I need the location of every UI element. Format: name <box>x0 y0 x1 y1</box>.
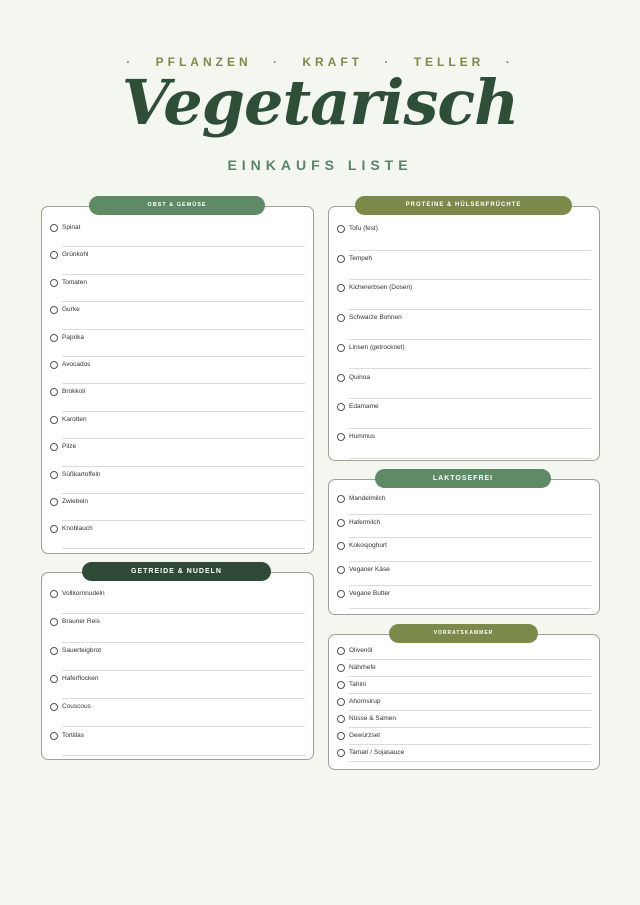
list-item[interactable] <box>329 371 599 400</box>
list-item-label: Tomaten <box>62 278 87 286</box>
list-item[interactable] <box>329 644 599 660</box>
list-item-label: Nährhefe <box>349 664 376 671</box>
item-divider <box>62 301 305 302</box>
list-item-label: Zwiebeln <box>62 498 89 505</box>
checkbox-circle-icon[interactable] <box>50 618 58 626</box>
list-item-label: Hummus <box>349 432 376 440</box>
tagline-word-2: KRAFT <box>302 55 363 69</box>
item-divider <box>62 613 305 614</box>
checkbox-circle-icon[interactable] <box>50 471 58 479</box>
item-divider <box>62 642 305 643</box>
list-item[interactable] <box>42 413 313 439</box>
list-item-label: Tahini <box>349 681 366 688</box>
checkbox-circle-icon[interactable] <box>337 314 345 322</box>
checkbox-circle-icon[interactable] <box>50 525 58 533</box>
tagline-word-3: TELLER <box>413 55 485 69</box>
section-card-vorrat <box>328 634 600 770</box>
checkbox-circle-icon[interactable] <box>50 388 58 396</box>
list-item[interactable] <box>329 587 599 610</box>
checkbox-circle-icon[interactable] <box>337 749 345 757</box>
list-item-label: Brauner Reis <box>62 618 100 626</box>
tagline-word-1: PFLANZEN <box>155 55 252 69</box>
item-divider <box>62 755 305 756</box>
section-card-laktose <box>328 479 600 615</box>
list-item-label: Mandelmilch <box>349 495 386 502</box>
item-divider <box>62 383 305 384</box>
list-item-label: Gurke <box>62 306 80 314</box>
checkbox-circle-icon[interactable] <box>50 703 58 711</box>
list-item[interactable] <box>42 615 313 642</box>
list-item[interactable] <box>42 303 313 329</box>
list-item-label: Haferflocken <box>62 674 99 682</box>
item-divider <box>349 458 591 459</box>
item-divider <box>349 585 591 586</box>
list-item-label: Tempeh <box>349 254 373 262</box>
list-item-label: Ahornsirup <box>349 698 381 705</box>
list-item[interactable] <box>42 385 313 411</box>
list-item-label: Grünkohl <box>62 251 89 259</box>
item-divider <box>349 309 591 310</box>
list-item[interactable] <box>42 248 313 274</box>
item-divider <box>349 250 591 251</box>
checkbox-circle-icon[interactable] <box>50 732 58 740</box>
checkbox-circle-icon[interactable] <box>50 443 58 451</box>
list-item[interactable] <box>329 430 599 459</box>
list-item[interactable] <box>329 341 599 370</box>
item-divider <box>349 398 591 399</box>
list-item[interactable] <box>329 492 599 515</box>
page-subtitle: EINKAUFS LISTE <box>227 157 413 173</box>
list-item[interactable] <box>42 587 313 614</box>
list-item-label: Tamari / Sojasauce <box>349 749 405 756</box>
list-item-label: Olivenöl <box>349 647 373 654</box>
item-divider <box>349 761 591 762</box>
checkbox-circle-icon[interactable] <box>337 566 345 574</box>
list-item[interactable] <box>42 440 313 466</box>
item-divider <box>62 356 305 357</box>
item-divider <box>62 520 305 521</box>
list-item-label: Linsen (getrocknet) <box>349 343 405 351</box>
list-item[interactable] <box>329 712 599 728</box>
list-item-label: Gewürzset <box>349 732 381 739</box>
item-divider <box>62 411 305 412</box>
list-item-label: Kokosjoghurt <box>349 542 387 550</box>
list-item[interactable] <box>329 516 599 539</box>
item-divider <box>62 274 305 275</box>
list-item[interactable] <box>329 563 599 586</box>
list-item-label: Paprika <box>62 333 85 341</box>
checkbox-circle-icon[interactable] <box>337 255 345 263</box>
list-item[interactable] <box>42 221 313 247</box>
tagline-dot: · <box>272 55 281 69</box>
item-divider <box>349 693 591 694</box>
list-item[interactable] <box>42 700 313 727</box>
tagline-dot-end: · <box>505 55 514 69</box>
checkbox-circle-icon[interactable] <box>50 279 58 287</box>
list-item-label: Tofu (fest) <box>349 225 378 232</box>
checkbox-circle-icon[interactable] <box>337 433 345 441</box>
list-item-label: Knoblauch <box>62 525 93 533</box>
list-item[interactable] <box>42 495 313 521</box>
item-divider <box>349 428 591 429</box>
item-divider <box>62 438 305 439</box>
checkbox-circle-icon[interactable] <box>337 542 345 550</box>
item-divider <box>62 246 305 247</box>
checkbox-circle-icon[interactable] <box>337 403 345 411</box>
list-item-label: Schwarze Bohnen <box>349 314 402 322</box>
checkbox-circle-icon[interactable] <box>337 225 345 233</box>
checkbox-circle-icon[interactable] <box>337 495 345 503</box>
page-title: Vegetarisch <box>121 66 519 139</box>
section-title-getreide: GETREIDE & NUDELN <box>82 562 271 581</box>
list-item-label: Vollkornnudeln <box>62 590 105 597</box>
checkbox-circle-icon[interactable] <box>50 590 58 598</box>
item-divider <box>62 493 305 494</box>
list-item-label: Avocados <box>62 361 91 368</box>
checkbox-circle-icon[interactable] <box>337 664 345 672</box>
section-title-vorrat: VORRATSKAMMER <box>389 624 538 643</box>
item-divider <box>62 329 305 330</box>
item-divider <box>62 698 305 699</box>
list-item[interactable] <box>329 678 599 694</box>
item-divider <box>349 368 591 369</box>
list-item-label: Veganer Käse <box>349 566 390 574</box>
list-item[interactable] <box>42 276 313 302</box>
list-item-label: Tortillas <box>62 731 85 739</box>
checkbox-circle-icon[interactable] <box>337 284 345 292</box>
checkbox-circle-icon[interactable] <box>50 498 58 506</box>
section-title-obst: OBST & GEMÜSE <box>89 196 265 215</box>
list-item-label: Vegane Butter <box>349 589 391 597</box>
item-divider <box>349 608 591 609</box>
checkbox-circle-icon[interactable] <box>50 334 58 342</box>
list-item-label: Brokkoli <box>62 388 86 396</box>
item-divider <box>349 710 591 711</box>
list-item-label: Couscous <box>62 703 91 711</box>
list-item[interactable] <box>329 252 599 281</box>
tagline-dot-start: · <box>126 55 135 69</box>
item-divider <box>62 466 305 467</box>
section-card-proteine <box>328 206 600 461</box>
item-divider <box>62 726 305 727</box>
list-item[interactable] <box>42 468 313 494</box>
checkbox-circle-icon[interactable] <box>337 519 345 527</box>
item-divider <box>62 548 305 549</box>
list-item-label: Hafermilch <box>349 518 381 526</box>
checkbox-circle-icon[interactable] <box>50 647 58 655</box>
section-title-proteine: PROTEINE & HÜLSENFRÜCHTE <box>355 196 572 215</box>
item-divider <box>349 514 591 515</box>
item-divider <box>349 339 591 340</box>
item-divider <box>62 670 305 671</box>
checkbox-circle-icon[interactable] <box>50 675 58 683</box>
checkbox-circle-icon[interactable] <box>337 374 345 382</box>
list-item[interactable] <box>329 222 599 251</box>
checkbox-circle-icon[interactable] <box>337 590 345 598</box>
list-item[interactable] <box>329 695 599 711</box>
list-item[interactable] <box>329 539 599 562</box>
item-divider <box>349 659 591 660</box>
tagline-dot: · <box>384 55 393 69</box>
list-item-label: Pilze <box>62 443 77 451</box>
checkbox-circle-icon[interactable] <box>50 224 58 232</box>
list-item[interactable] <box>329 746 599 762</box>
list-item[interactable] <box>329 311 599 340</box>
list-item-label: Quinoa <box>349 373 370 381</box>
list-item-label: Sauerteigbrot <box>62 646 102 654</box>
checkbox-circle-icon[interactable] <box>50 416 58 424</box>
checkbox-circle-icon[interactable] <box>50 361 58 369</box>
item-divider <box>349 676 591 677</box>
checkbox-circle-icon[interactable] <box>337 344 345 352</box>
checkbox-circle-icon[interactable] <box>337 732 345 740</box>
list-item[interactable] <box>42 729 313 756</box>
list-item[interactable] <box>42 331 313 357</box>
checkbox-circle-icon[interactable] <box>337 647 345 655</box>
list-item[interactable] <box>42 522 313 548</box>
item-divider <box>349 727 591 728</box>
list-item[interactable] <box>42 358 313 384</box>
checkbox-circle-icon[interactable] <box>337 715 345 723</box>
checkbox-circle-icon[interactable] <box>50 306 58 314</box>
list-item[interactable] <box>329 400 599 429</box>
section-title-laktose: LAKTOSEFREI <box>375 469 551 488</box>
list-item[interactable] <box>42 672 313 699</box>
list-item-label: Süßkartoffeln <box>62 470 101 478</box>
list-item-label: Spinat <box>62 224 81 231</box>
checkbox-circle-icon[interactable] <box>337 698 345 706</box>
item-divider <box>349 561 591 562</box>
list-item-label: Nüsse & Samen <box>349 715 396 722</box>
list-item[interactable] <box>329 729 599 745</box>
item-divider <box>349 537 591 538</box>
list-item-label: Edamame <box>349 403 379 411</box>
list-item[interactable] <box>329 281 599 310</box>
item-divider <box>349 744 591 745</box>
list-item-label: Karotten <box>62 415 87 423</box>
checkbox-circle-icon[interactable] <box>337 681 345 689</box>
list-item-label: Kichererbsen (Dosen) <box>349 284 413 292</box>
section-card-obst <box>41 206 314 554</box>
list-item[interactable] <box>42 644 313 671</box>
list-item[interactable] <box>329 661 599 677</box>
checkbox-circle-icon[interactable] <box>50 251 58 259</box>
item-divider <box>349 279 591 280</box>
section-card-getreide <box>41 572 314 760</box>
